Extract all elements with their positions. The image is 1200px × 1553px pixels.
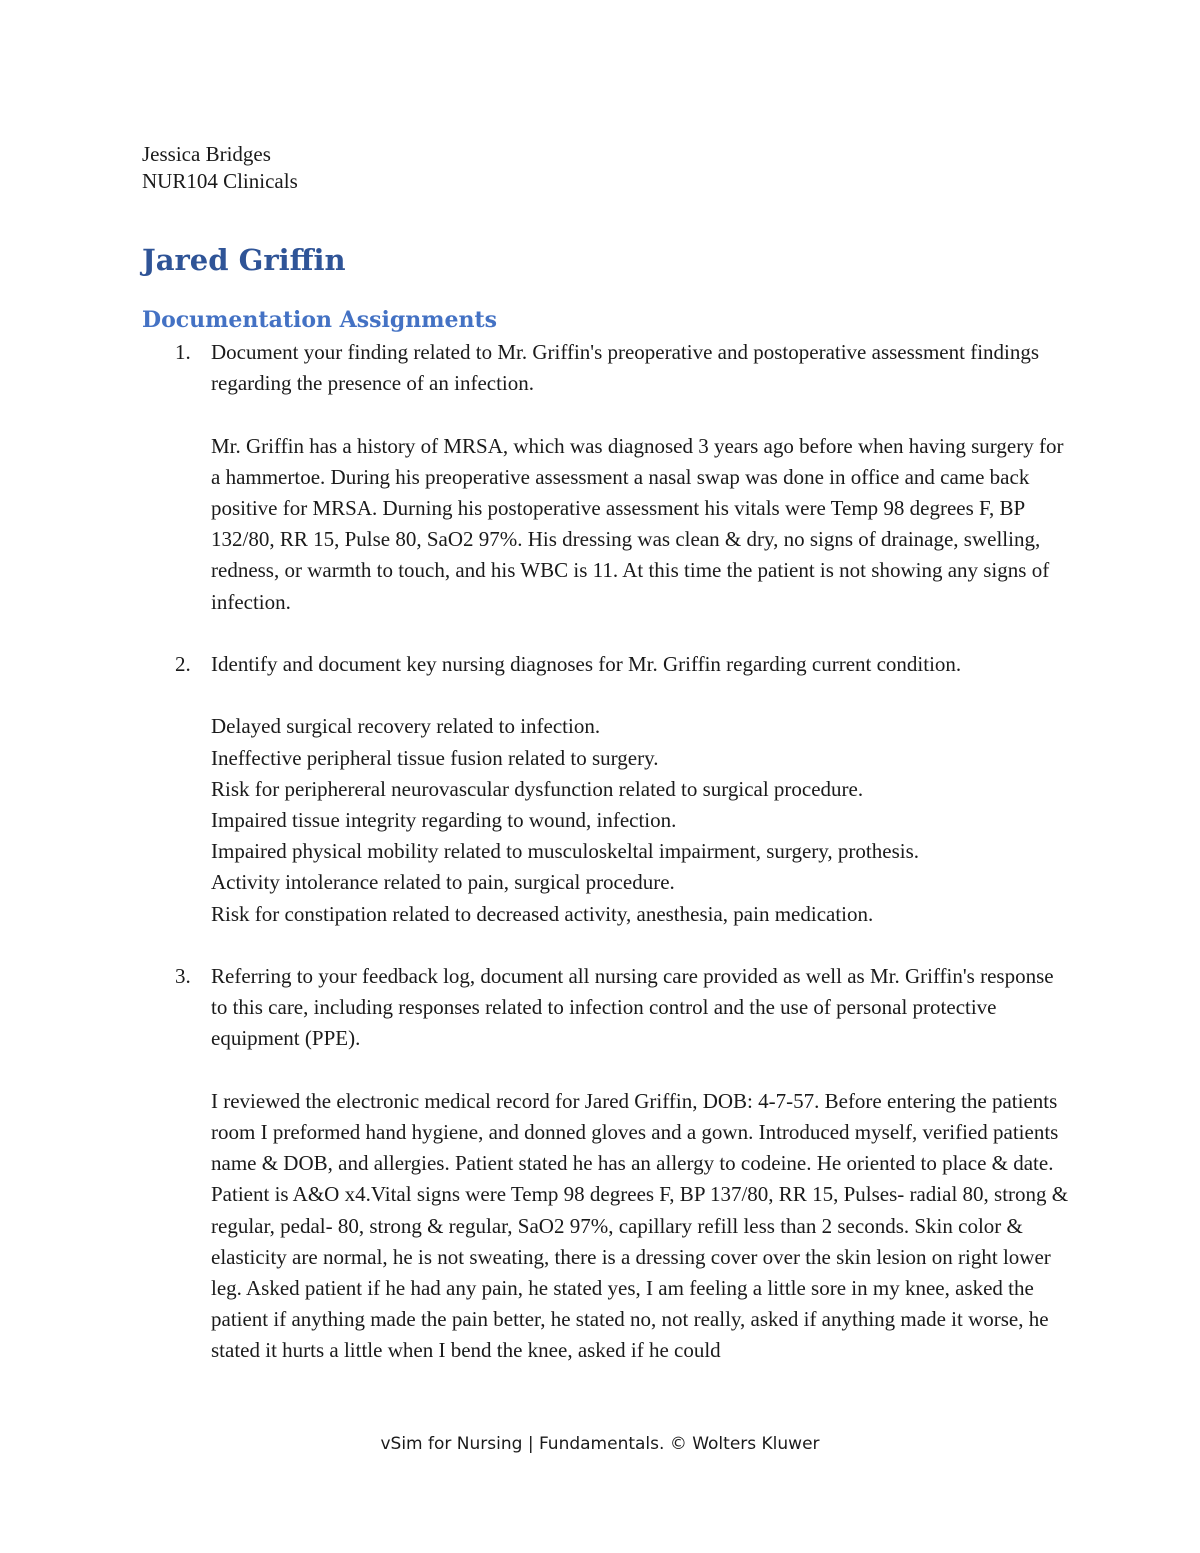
assignment-item-3: [142, 961, 1072, 1367]
document-title: Jared Griffin: [142, 243, 346, 277]
assignment-answer: Mr. Griffin has a history of MRSA, which was diagnosed 3 years ago before when having surgery for a hammertoe. During his preoperative assessment a nasal swap was done in office and came back positive for MRSA. Durning his postoperative assessment his vitals were Temp 98 degrees F, BP 132/80, RR 15, Pulse 80, SaO2 97%. His dressing was clean & dry, no signs of drainage, swelling, redness, or warmth to touch, and his WBC is 11. At this time the patient is not showing any signs of infection.: [211, 433, 1064, 614]
header-block: [142, 141, 298, 195]
assignment-question: Document your finding related to Mr. Griffin's preoperative and postoperative assessment findings regarding the presence of an infection.: [211, 340, 1040, 396]
diagnosis-item: Risk for constipation related to decreased activity, anesthesia, pain medication.: [211, 901, 874, 926]
diagnosis-item: Risk for periphereral neurovascular dysfunction related to surgical procedure.: [211, 776, 864, 801]
section-heading: Documentation Assignments: [142, 307, 498, 333]
assignment-answer: I reviewed the electronic medical record for Jared Griffin, DOB: 4-7-57. Before entering the patients room I preformed hand hygiene, and donned gloves and a gown. Introduced myself, verified patients name & DOB, and allergies. Patient stated he has an allergy to codeine. He oriented to place & date. Patient is A&O x4.Vital signs were Temp 98 degrees F, BP 137/80, RR 15, Pulses- radial 80, strong & regular, pedal- 80, strong & regular, SaO2 97%, capillary refill less than 2 seconds. Skin color & elasticity are normal, he is not sweating, there is a dressing cover over the skin lesion on right lower leg. Asked patient if he had any pain, he stated yes, I am feeling a little sore in my knee, asked the patient if anything made the pain better, he stated no, not really, asked if anything made it worse, he stated it hurts a little when I bend the knee, asked if he could: [211, 1088, 1069, 1363]
assignment-list: [142, 337, 1072, 1398]
diagnosis-item: Delayed surgical recovery related to infection.: [211, 714, 601, 739]
assignment-number: 1.: [175, 340, 191, 364]
diagnosis-list: [211, 711, 1072, 929]
assignment-item-2: [142, 649, 1072, 930]
assignment-number: 3.: [175, 964, 191, 988]
assignment-number: 2.: [175, 652, 191, 676]
student-name: Jessica Bridges: [142, 142, 271, 166]
diagnosis-item: Activity intolerance related to pain, surgical procedure.: [211, 870, 675, 895]
page-footer: vSim for Nursing | Fundamentals. © Wolters Kluwer: [380, 1434, 820, 1454]
assignment-question: Identify and document key nursing diagnoses for Mr. Griffin regarding current condition.: [211, 652, 962, 676]
assignment-question: Referring to your feedback log, document all nursing care provided as well as Mr. Griffin's response to this care, including responses related to infection control and the use of personal protective equipment (PPE).: [211, 964, 1054, 1051]
diagnosis-item: Impaired physical mobility related to musculoskeltal impairment, surgery, prothesis.: [211, 839, 920, 864]
diagnosis-item: Ineffective peripheral tissue fusion related to surgery.: [211, 745, 659, 770]
assignment-item-1: [142, 337, 1072, 618]
diagnosis-item: Impaired tissue integrity regarding to wound, infection.: [211, 808, 677, 832]
course-name: NUR104 Clinicals: [142, 169, 298, 193]
